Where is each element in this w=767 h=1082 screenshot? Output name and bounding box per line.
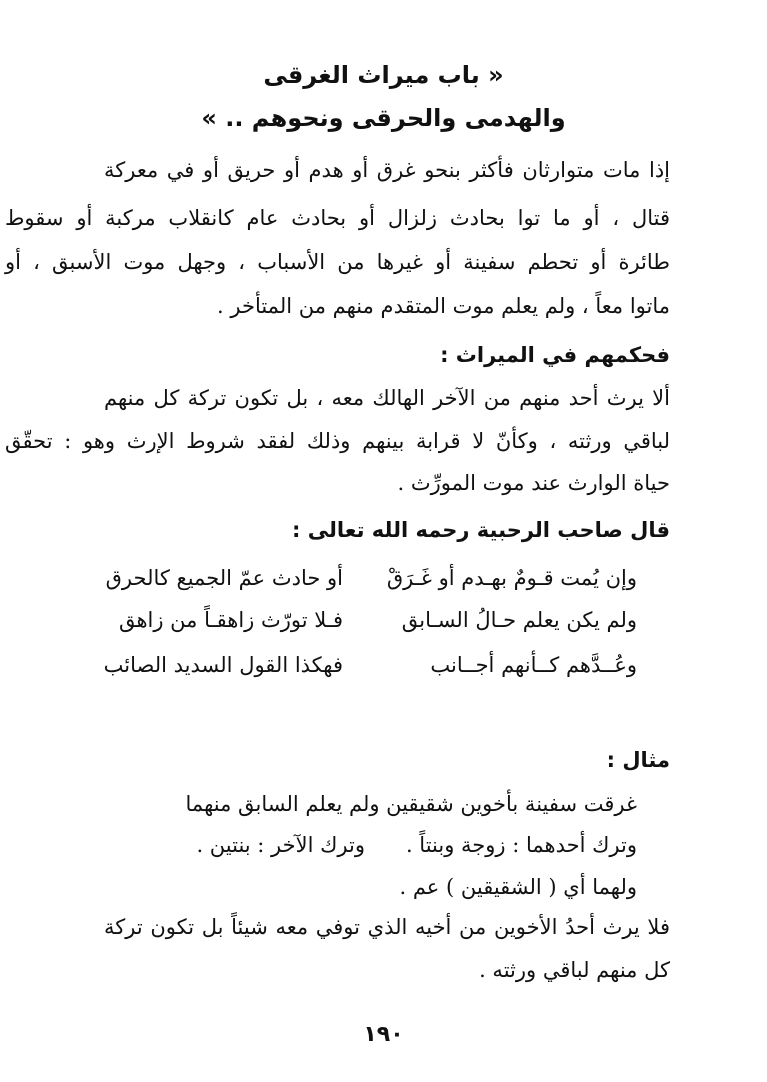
ruling-line-2: لباقي ورثته ، وكأنّ لا قرابة بينهم وذلك لفقد شروط الإرث وهو : تحقّق: [5, 429, 670, 453]
page-number: ١٩٠: [363, 1022, 404, 1047]
ruling-line-1: ألا يرث أحد منهم من الآخر الهالك معه ، بل تكون تركة كل منهم: [104, 386, 670, 410]
example-heading: مثال :: [606, 748, 670, 772]
chapter-title-line-1: « باب ميراث الغرقى: [263, 61, 504, 89]
example-line-4: فلا يرث أحدُ الأخوين من أخيه الذي توفي معه شيئاً بل تكون تركة: [104, 915, 670, 939]
example-line-5: كل منهم لباقي ورثته .: [479, 958, 670, 982]
intro-line-2: قتال ، أو ما توا بحادث زلزال أو بحادث عام كانقلاب مركبة أو سقوط: [5, 206, 670, 230]
intro-line-1: إذا مات متوارثان فأكثر بنحو غرق أو هدم أو حريق أو في معركة: [104, 158, 670, 182]
example-line-2b: وترك الآخر : بنتين .: [196, 833, 365, 857]
ruling-line-3: حياة الوارث عند موت المورِّث .: [397, 471, 670, 495]
example-line-3: ولهما أي ( الشقيقين ) عم .: [399, 875, 637, 899]
intro-line-3: طائرة أو تحطم سفينة أو غيرها من الأسباب ، وجهل موت الأسبق ، أو: [5, 250, 670, 274]
chapter-title-line-2: والهدمى والحرقى ونحوهم .. »: [201, 104, 566, 132]
poem-heading: قال صاحب الرحبية رحمه الله تعالى :: [291, 518, 670, 542]
poem-verse-1-first: وإن يُمت قـومٌ بهـدم أو غَـرَقْ: [386, 566, 637, 590]
example-line-2a: وترك أحدهما : زوجة وبنتاً .: [405, 833, 637, 857]
poem-verse-2-first: ولم يكن يعلم حـالُ السـابق: [401, 608, 637, 632]
poem-verse-3-second: فهكذا القول السديد الصائب: [103, 653, 343, 677]
ruling-heading: فحكمهم في الميراث :: [440, 343, 670, 367]
example-line-1: غرقت سفينة بأخوين شقيقين ولم يعلم السابق منهما: [185, 792, 637, 816]
poem-verse-1-second: أو حادث عمّ الجميع كالحرق: [105, 566, 343, 590]
poem-verse-3-first: وعُــدَّهم كــأنهم أجــانب: [430, 653, 637, 677]
intro-line-4: ماتوا معاً ، ولم يعلم موت المتقدم منهم من المتأخر .: [217, 294, 670, 318]
poem-verse-2-second: فـلا تورّث زاهقـاً من زاهق: [118, 608, 343, 632]
